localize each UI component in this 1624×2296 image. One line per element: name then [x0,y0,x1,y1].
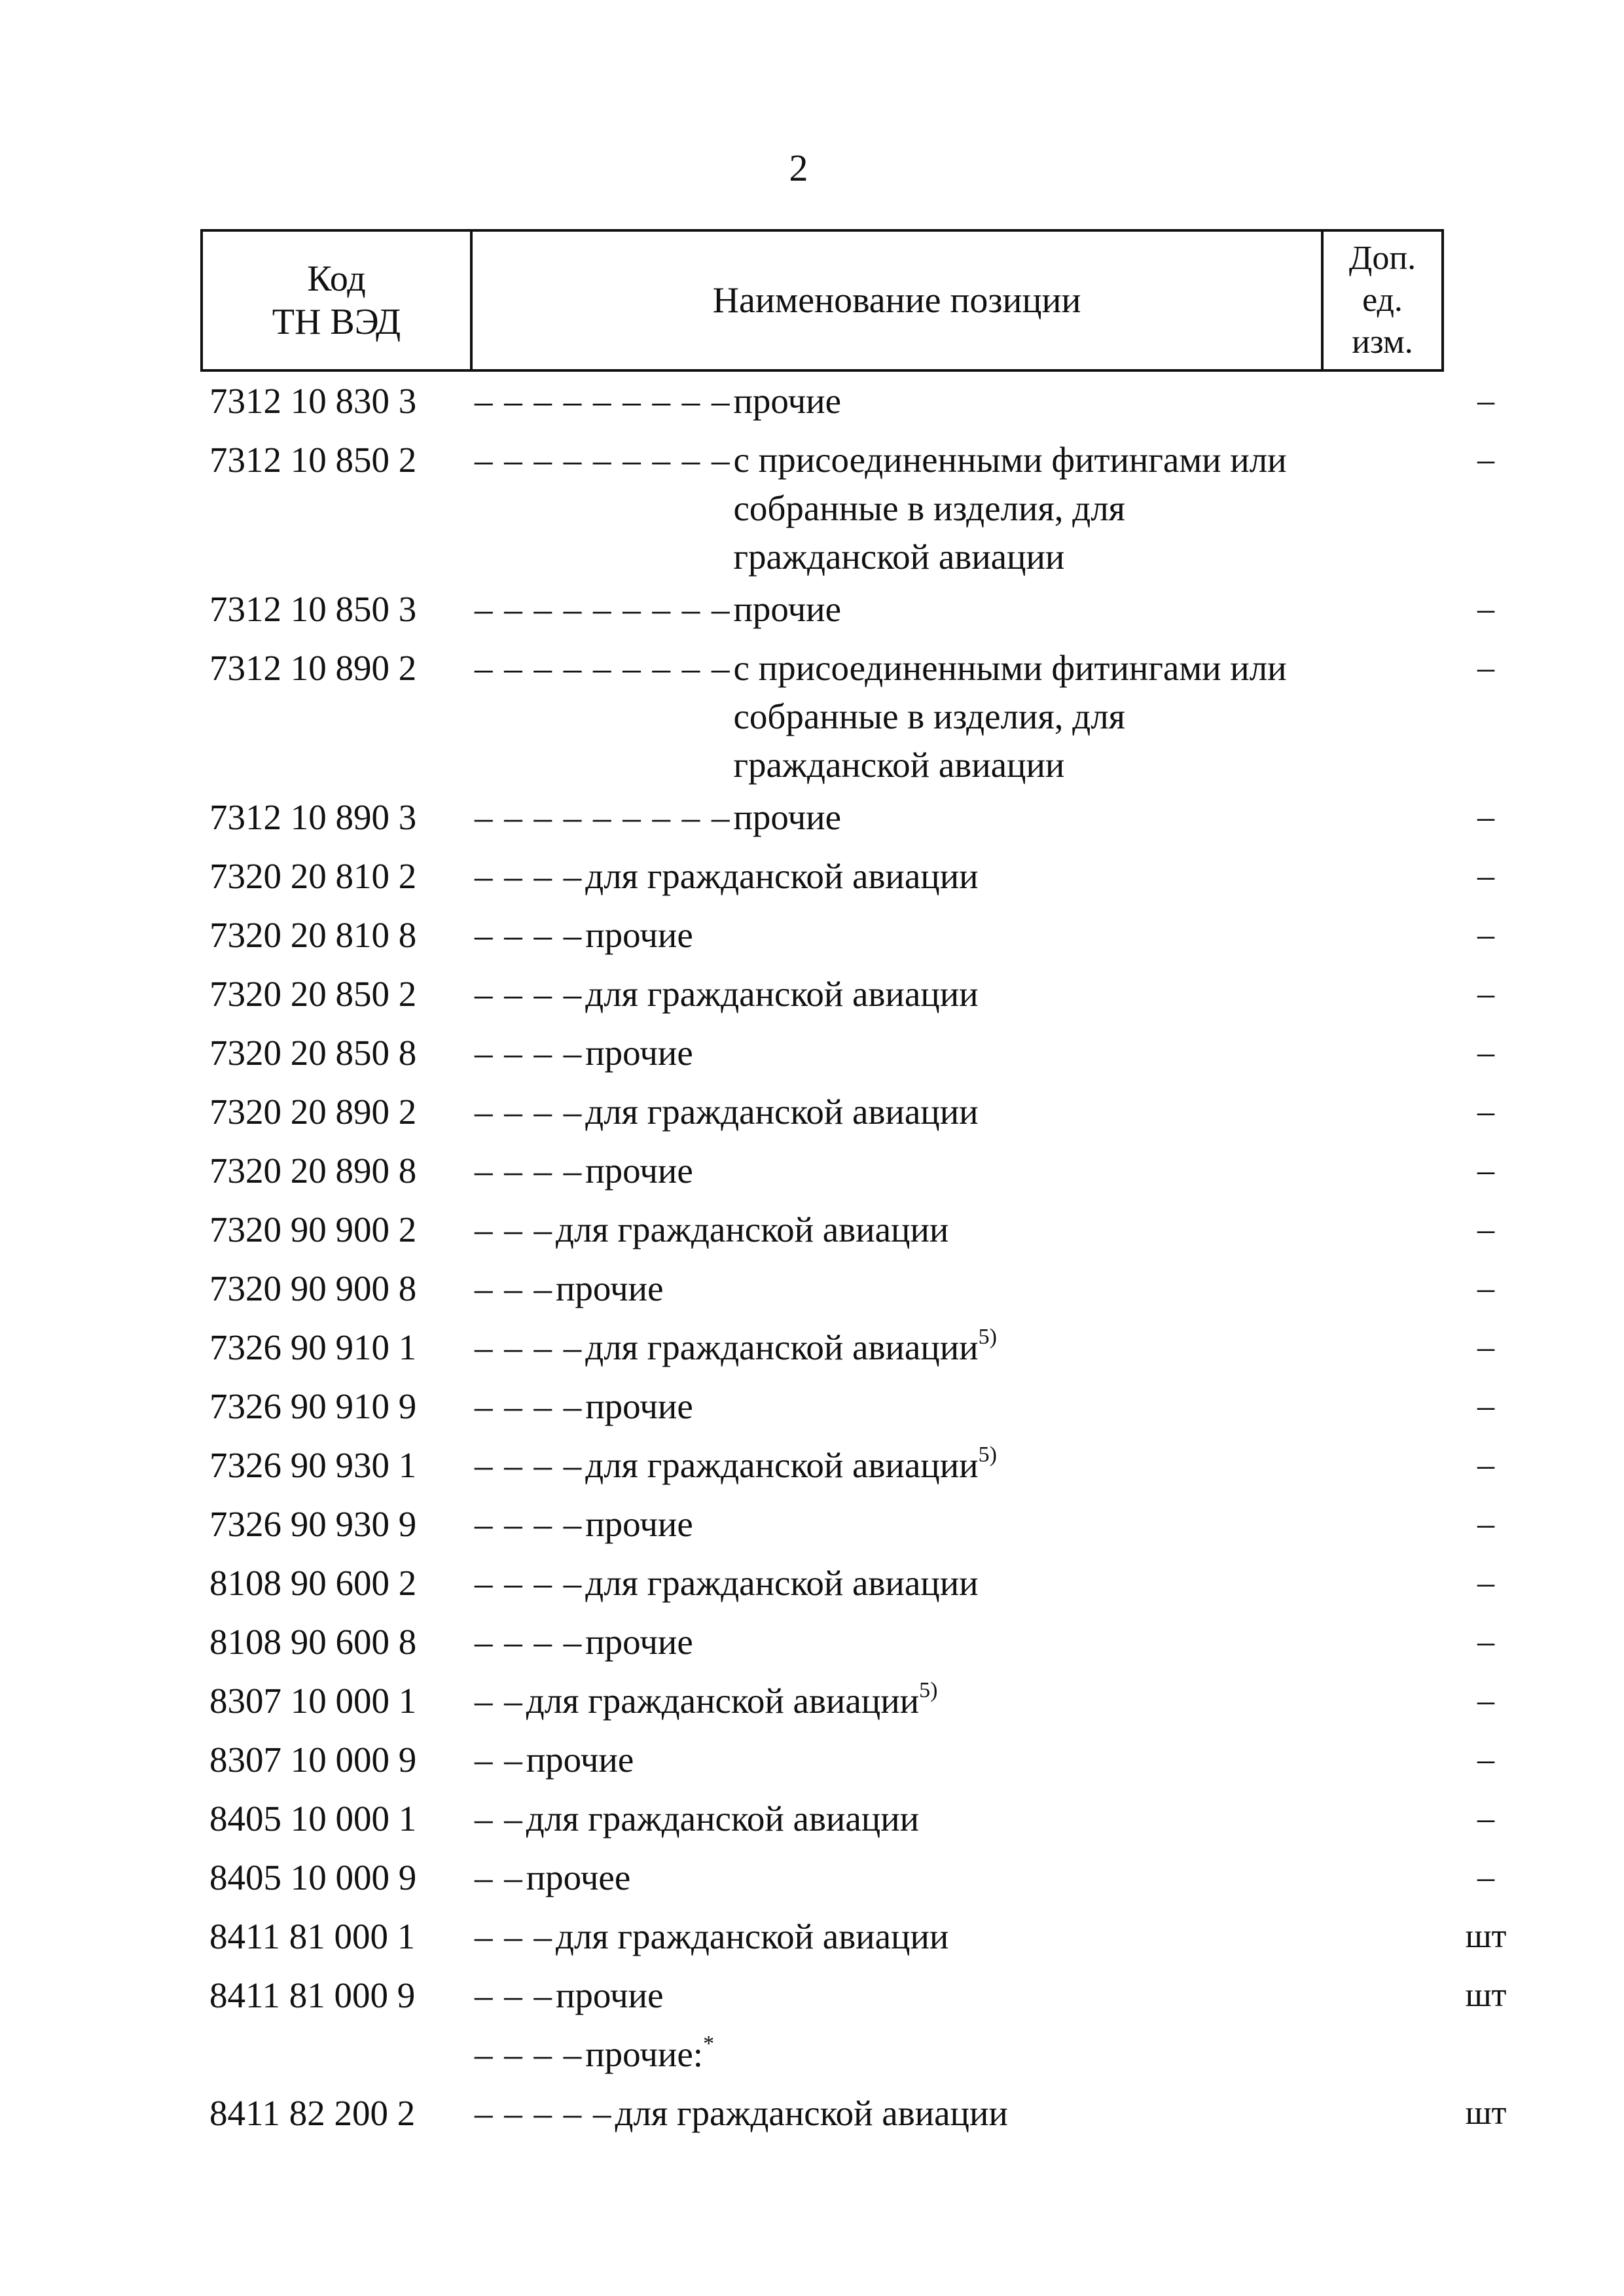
row-description-text: для гражданской авиации [585,1092,979,1132]
row-level-dashes: – – – [475,1210,553,1249]
row-name [475,2085,1420,2138]
row-description [734,377,842,425]
row-level-dashes: – – [475,1799,524,1839]
row-description-text: для гражданской авиации [526,1799,920,1839]
table-row [0,1143,1624,1202]
row-level-dashes: – – – – [475,974,583,1014]
table-row [0,1437,1624,1496]
table-row [0,1378,1624,1437]
row-name [475,907,1420,960]
row-name [475,1143,1420,1195]
row-description [556,1971,664,2020]
row-name [475,1555,1420,1607]
row-description [615,2089,1008,2138]
header-unit-column: Доп. ед. изм. [1348,240,1416,361]
row-code: 7326 90 930 9 [209,1504,417,1544]
row-description-text: для гражданской авиации [585,1445,979,1485]
row-description-text: прочие: [585,2034,704,2074]
row-description [585,1029,693,1077]
table-row [0,1319,1624,1378]
table-row [0,848,1624,907]
row-name [475,966,1420,1018]
row-description-text: прочие [733,589,842,629]
row-description-text: для гражданской авиации [556,1210,949,1249]
table-row [0,1261,1624,1319]
row-name [475,1437,1420,1490]
row-name [475,640,1420,789]
row-level-dashes: – – – – [475,1327,583,1367]
row-unit: – [1477,1034,1494,1071]
row-unit: шт [1465,1977,1507,2014]
row-code: 7320 20 810 2 [209,856,417,896]
row-code: 7326 90 930 1 [209,1445,417,1485]
row-unit: – [1477,798,1494,836]
row-description-text: прочие [585,1151,693,1191]
row-level-dashes: – – – – [475,915,583,955]
row-level-dashes: – – – – [475,1445,583,1485]
table-row [0,1614,1624,1673]
row-level-dashes: – – – – [475,1151,583,1191]
table-row [0,1555,1624,1614]
row-level-dashes: – – – [475,1268,553,1308]
row-unit: шт [1465,2094,1507,2132]
row-name [475,1614,1420,1666]
row-description [526,1795,919,1843]
row-level-dashes: – – – – – – – – – [475,589,731,629]
row-code: 7320 90 900 8 [209,1268,417,1308]
row-unit: – [1477,1800,1494,1837]
row-level-dashes: – – – – [475,1622,583,1662]
row-name [475,1850,1420,1902]
row-description [556,1206,948,1254]
row-code: 7320 20 810 8 [209,915,417,955]
row-code: 8411 81 000 1 [209,1916,416,1956]
row-code: 7320 90 900 2 [209,1210,417,1249]
row-description-text: прочие [733,797,842,837]
row-description-text: прочие [585,915,693,955]
row-unit: – [1477,1682,1494,1719]
row-code: 7320 20 850 8 [209,1033,417,1073]
row-name [475,432,1420,581]
row-code: 8108 90 600 2 [209,1563,417,1603]
row-level-dashes: – – – [475,1975,553,2015]
row-unit: – [1477,1152,1494,1189]
row-description [585,1441,997,1490]
row-description [556,1912,948,1961]
row-code: 7326 90 910 9 [209,1386,417,1426]
table-row [0,1496,1624,1555]
row-level-dashes: – – – – [475,2034,583,2074]
row-name [475,1378,1420,1431]
row-code [0,2026,475,2030]
row-description-text: прочие [556,1268,664,1308]
row-name [475,373,1420,425]
row-unit: – [1477,441,1494,478]
row-unit: – [1477,1093,1494,1130]
row-unit: – [1477,1388,1494,1425]
row-code: 7320 20 890 2 [209,1092,417,1132]
table-row [0,1673,1624,1732]
row-code: 7312 10 890 3 [209,797,417,837]
row-footnote-mark: 5) [978,1443,997,1467]
row-unit: – [1477,382,1494,420]
row-unit: – [1477,1564,1494,1602]
row-description [556,1265,664,1313]
row-description [585,1500,693,1549]
row-name [475,848,1420,901]
row-name [475,1084,1420,1136]
row-footnote-mark: 5) [919,1678,938,1702]
table-row [0,966,1624,1025]
table-row [0,640,1624,789]
table-row [0,907,1624,966]
row-unit: – [1477,857,1494,895]
table-row [0,1084,1624,1143]
row-description-text: прочие [733,381,842,421]
row-level-dashes: – – – [475,1916,553,1956]
row-level-dashes: – – [475,1857,524,1897]
row-name [475,2026,1420,2079]
row-name [475,1673,1420,1725]
row-level-dashes: – – – – [475,1504,583,1544]
row-description-text: прочие [585,1033,693,1073]
row-description [734,436,1297,581]
table-row [0,1967,1624,2026]
row-unit: – [1477,1505,1494,1543]
row-name [475,1319,1420,1372]
row-code: 8108 90 600 8 [209,1622,417,1662]
row-code: 7312 10 830 3 [209,381,417,421]
table-row [0,581,1624,640]
row-level-dashes: – – – – – – – – – [475,440,731,480]
row-code: 7326 90 910 1 [209,1327,417,1367]
row-level-dashes: – – – – [475,1386,583,1426]
row-level-dashes: – – – – – – – – – [475,648,731,688]
row-name [475,1025,1420,1077]
row-level-dashes: – – – – – – – – – [475,381,731,421]
row-code: 7320 20 890 8 [209,1151,417,1191]
row-description [526,1736,634,1784]
row-unit: – [1477,1859,1494,1896]
row-level-dashes: – – [475,1740,524,1780]
row-description-text: для гражданской авиации [585,1327,979,1367]
row-level-dashes: – – – – [475,1033,583,1073]
table-row [0,1909,1624,1967]
row-code: 7312 10 850 2 [209,440,417,480]
row-unit: – [1477,1329,1494,1366]
row-description-text: прочие [585,1622,693,1662]
row-level-dashes: – – – – [475,1092,583,1132]
row-description-text: для гражданской авиации [585,1563,979,1603]
table-row [0,1025,1624,1084]
row-name [475,1496,1420,1549]
row-code: 8411 82 200 2 [209,2093,416,2133]
row-unit: – [1477,1211,1494,1248]
row-unit: – [1477,916,1494,954]
table-row [0,2026,1624,2085]
row-description [585,970,978,1018]
row-unit: – [1477,1623,1494,1660]
row-description-text: прочие [526,1740,634,1780]
table-row [0,1202,1624,1261]
row-unit: – [1477,590,1494,628]
table-body [0,373,1624,2144]
row-description-text: прочие [585,1386,693,1426]
table-row [0,373,1624,432]
page-number: 2 [789,147,808,189]
row-description [526,1677,938,1725]
row-description-text: прочее [526,1857,631,1897]
row-description [585,1323,997,1372]
table-row [0,1791,1624,1850]
row-level-dashes: – – – – [475,856,583,896]
row-level-dashes: – – [475,1681,524,1721]
row-code: 7320 20 850 2 [209,974,417,1014]
row-description-text: для гражданской авиации [585,856,979,896]
row-description [734,585,842,634]
row-description [734,644,1297,789]
row-level-dashes: – – – – [475,1563,583,1603]
row-description [585,852,978,901]
row-code: 8405 10 000 9 [209,1857,417,1897]
row-name [475,581,1420,634]
row-description [734,793,842,842]
row-description [585,1559,978,1607]
table-row [0,432,1624,581]
row-description-text: для гражданской авиации [585,974,979,1014]
row-unit: – [1477,1741,1494,1778]
row-description [585,911,693,960]
header-name-column: Наименование позиции [473,232,1324,369]
row-description [585,1618,693,1666]
row-unit: – [1477,1270,1494,1307]
table-row [0,1850,1624,1909]
row-description-text: для гражданской авиации [556,1916,949,1956]
row-name [475,1967,1420,2020]
row-unit: – [1477,1446,1494,1484]
row-description [585,1088,978,1136]
row-code: 8411 81 000 9 [209,1975,416,2015]
header-code-column: Код ТН ВЭД [203,232,473,369]
row-code: 8405 10 000 1 [209,1799,417,1839]
row-description-text: с присоединенными фитингами или собранные в изделия, для гражданской авиации [733,648,1287,785]
row-unit: – [1477,649,1494,687]
row-footnote-mark: * [703,2032,715,2056]
row-description-text: для гражданской авиации [526,1681,920,1721]
row-description-text: прочие [585,1504,693,1544]
row-name [475,789,1420,842]
table-row [0,789,1624,848]
table-header [200,229,1444,372]
row-description-text: прочие [556,1975,664,2015]
row-name [475,1909,1420,1961]
row-name [475,1202,1420,1254]
row-name [475,1261,1420,1313]
row-name [475,1791,1420,1843]
row-description-text: с присоединенными фитингами или собранные в изделия, для гражданской авиации [733,440,1287,577]
row-unit [1420,2026,1551,2030]
row-unit: – [1477,975,1494,1013]
row-code: 7312 10 850 3 [209,589,417,629]
row-description [585,1147,693,1195]
row-description [585,1382,693,1431]
table-row [0,2085,1624,2144]
row-level-dashes: – – – – – [475,2093,613,2133]
row-code: 8307 10 000 9 [209,1740,417,1780]
row-code: 8307 10 000 1 [209,1681,417,1721]
row-level-dashes: – – – – – – – – – [475,797,731,837]
row-code: 7312 10 890 2 [209,648,417,688]
row-description [526,1854,631,1902]
row-description-text: для гражданской авиации [615,2093,1008,2133]
row-footnote-mark: 5) [978,1325,997,1349]
row-name [475,1732,1420,1784]
row-description [585,2030,714,2079]
row-unit: шт [1465,1918,1507,1955]
table-row [0,1732,1624,1791]
